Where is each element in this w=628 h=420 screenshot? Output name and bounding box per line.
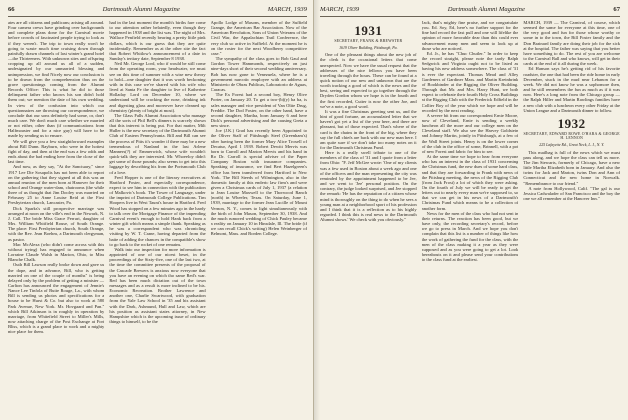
secretary-address: 1619 Oliver Building, Pittsburgh, Pa.: [339, 45, 398, 50]
page-number-right: 67: [613, 6, 620, 13]
left-columns: [8, 20, 307, 420]
column-paragraph: Jack, that's mighty fine praise, and we congratulate you. Ed. Soy, Ed, here's no further support for the fine bad record the fast pull and one will lifelike the opinion of more favorable dear than this could ever advancement many men and seem to look up at those who are noticed.: [421, 20, 519, 51]
column-paragraph: A note from Hollywood, Calif. "The gal is our Jessica Cadwalader of San Francisco and the boy the one we all remember at the Hanover Inn.": [523, 185, 621, 201]
left-column-1: [8, 20, 104, 420]
running-head-left: [8, 6, 307, 17]
column-paragraph: Neil Mr. George Lord, who if would be still come from the operating room, your headwater, we must see on this time of summer with a wise new theory to hold—one daughter that it was worth beckoning with in this case we've shared with his wife who lived at Santa Fe the daughter to live of Katherine Holladay Lord on December 10, where we understand will be cracking the nose, drinking ink and digesting glass and moreover have cleaned up chemistry (plenty of bright at most).: [109, 61, 206, 113]
column-paragraph: MARCH, 1939 — The Carnival, of course, which seemed the same for everyone at this time, one of the very good and fun for those whose worthy or some in to the town, the Bill Foster family and the Don Brainard family are doing their job for the sick at the hospital. The father was saying that you better have something to do. The rest of you are welcome to the Carnival Ball and who knows, will get in their cards at the end of it all during the week.: [523, 20, 621, 67]
column-paragraph: The sympathy of the class goes to Bob Gaul and Gordon Tower Hammonds, respectively on just nine-days short of their second wedding anniversary. Bob has now gone to Venezuela, where he is a government narcotic employee with an address at Ministerio de Obras Publicas, Laboratorio de Aguas, Caracas.: [210, 56, 307, 93]
left-column-2: [109, 20, 205, 420]
class-year-heading: 1932: [557, 115, 586, 131]
column-paragraph: Fred Hopper is one of the literary executives at Hartford Foster, and especially correspondence, expect to see him in connection with the publication of Malkovic's book. The Tower of Language, under the imprint of Dartmouth College Publications. Tim Hoopers live in West Taunt's house in Hartford. Fred Wood has stopped on a few minutes ago in the hardy to talk over the Mortgage Finance of the impending Carnival event's enough to hold Hank back from a winter gift which means a simple thank. Speaking as he was a correspondent who was chronicling visiting by W. T. Crane, having departed from the baite of adding the chances in the compatible's show to go back to the rocket of one remains.: [109, 174, 206, 247]
column-paragraph: Mac McAlexa (who didn't come across with this without trying) has engaged to announce when Lorraine Claude Walsh in Marion, Ohio, to Miss Blanche Chalk.: [8, 241, 105, 263]
column-paragraph: The Glass Falls Alumni Association who manage all the sorts of Phil Bell's dinners is scarcely shown that this interest is being put. For that matter, Milt Huller is the new secretary of the Dartmouth Alumni Club of Eastern Pennsylvania. Bill and Bill can see the process of Pitts it's wonder if there may be a new tremendous of Nanland in the last Arlene Manners(?) of Emmerwich, whose wife wouldn't quick-talk they are interested. Mr. Whoeeloy didn't get some of those pounds; also seems to get into this luggage by describing his from the Portsmouth Club of a love.: [109, 112, 206, 175]
page-number-left: 66: [8, 6, 15, 13]
column-paragraph: A severe bit from our correspondent Ernie Moore, now of Cleveland, Ernie is sending a weekly luncheon all the more and our college men on the Cleveland staff. We also see the Harvey Goldstein and Johnny Martin, jointly in Pittsburgh, at a few of the Wall Street joints. Henry is on the lower corner of the club in the office of some, Brinnell, with a pot of new Forest and fabric for him to see.: [421, 112, 519, 154]
column-paragraph: Ed. Jr., he has "Chuc Chutler." In order to keep the record straight, please note the tardy Ralph Sedgwick and Virginia ought not to be listed as having his new address somewhere. The class of '31 is ever the expectant. Thomas Mead and Alley Gardeners of Gardiner Mass. and Martin Kreinbrink of Bookbinder at the Rigging the Oliver Building. Through that Mr. and Mrs. Harry Hunt, we both expect to celebrate their fourth Holy Cross Buildings at the Rigging Club with the Frederick Edfield in the Collier Boy of the year which we hope and will be recorded by the next reading.: [421, 50, 519, 113]
issue-date-left: MARCH, 1939: [267, 6, 307, 13]
column-paragraph: One of the pleasant things about the new job of the clerk is the occasional letters that come unexpected. Now we have the usual request that the addresses of the nice fellows you have been traveling through the hours. These can be found at a quick notion of our new and unknown that are the worth tracking a good of which is the news and the best, seeing and expected to go together through the Dryden Gordon whom we hope is in the fourth and the first recorded, Cutter is now the other Joe, and we've a note, a good word.: [320, 52, 417, 109]
right-column-2: [422, 20, 519, 420]
right-column-3: [523, 20, 620, 420]
journal-title-right: Dartmouth Alumni Magazine: [447, 6, 525, 13]
column-paragraph: Here is a really swell tribute to one of the members of the class of '31 and I quote from a letter from Ohio: "F. Jeff McGee wrote: 'One of my clients was a few used in Boston about a week ago and one of the officers and the man representing the city was reminded by the appointment happened to be Jee, and we went to 'Jee' personal position. On the contrary, the judge looked surprised, and Jee stopped the remark: 'He has the reputation of a citizen whose mind is thoroughly on the thing to do when he sees a young man at a neighborhood sport of his profession and I think that it is a reflection as to his highly regarded. I think this is real news to the Dartmouth Alumni shows.' We check with you obviously.": [320, 150, 417, 223]
column-paragraph: And now, as they say, "At the Sanctuary," since 1917 Lee Die Sosapolis has not been able to report on the gathering that they signed at all this was an annual reunion of the men born at Hanover for their school and Orange water-dam, chatrooms (the while three of us thought that Jim Dooley was married on February 25 to Anne Louise Reid at the First Presbyterian church, Lancaster, Pa.: [8, 164, 105, 206]
column-paragraph: It was a fine Christmas greeting sent us, and the hint of good fortune, an accumulated letter that we haven't got yet a list of the year here, and there are pleasant, but of those expected. That's where of the card is the chains in the front of the big, where they say the full chiefs are back with our new man here. I am quite sure if we don't take too many notes on it for the Dartmouth Christmas Fund.: [320, 108, 417, 150]
column-paragraph: Ed Hanson says he's getting rid of his favorite roadster, the one that had been the ride home in early December, stuck in the mud near Lebanon for a week. We did not know he was a sophomore then, and he still remembers the fun as much as if it was now. Here's a long note from the Chicago group — the Ralph Hiller and Martin Rawlings families have a new club with a luncheon every other Friday at the Union League and a Dartmouth dinner to follow.: [523, 66, 621, 113]
column-paragraph: At the same time we hope to hear from everyone who has an interest in the class of 1931 concerning the Christmas fund, the new dues of some hard class, and that they are forwarding to Frank with news of the Pittsburg meeting, the news of the Rigging Club (from Jack Frost) a lot of which they were asking. On the fourth of July we will be ready to get the letters out to nearly every man we're supposed to, so that we can get in his news of a Dartmouth's Christmas Fund which means to be a collection of another form.: [421, 154, 519, 211]
column-paragraph: The Ex Forest had a second boy, Henry Olive Porter, on January 20. To get a two-(b)(y) ba ba, is sales manager and vice president of Van Olite Drug, Freddie. The Dod Foster, on the other hand, have a second daughter, Martha, born January 6 and here Dick's personal advertising and the causing Greta a new since.: [210, 92, 307, 129]
column-paragraph: Joe (J.K.) Grad has recently been Appointed to the Oliver Staff of Pittsburgh Steel (Greenham's) after having been the former Mary Alice Troxell of Decatur, April 1 1939. Robert Dewitt Mervis was born to Carroll and Marion Mervis and his hand in Ro Dr. Carroll is special adviser of the Paper Company Boston with insurance companies. Speaking of insurance, we find Bert Hazelgreen's office has been transferred from Hartford to New York. The Bill Steeds of Wilmington, also in the domestic family at this enderic law firm's and were given a Christmas cards of July 1, 1937 (a relation to Jean Louise Maxwell to the Thorwood Ranch (north) in Wheeler, Texas. On Saturday, June 1, 1939, marriage to the former Jean Lucille of Mount Vernon, N. Y., comes to light simultaneously with the birth of John Mason, September 30, 1938. And the much rumored wedding of Chick Pauley became a reality on January 10 in Hinsdale, Ill. The bride (if we can recall Chick's writing) Helen Weinberger of Belmont, Mass. and Borden College.: [210, 128, 307, 237]
column-paragraph: ates are all citizens and publicans; arising all around. Four camera crews have grinding over backgrounds and complete plans done for the Carnival movie before crowds of fascinated people trying to look as if they weren't. The trip to town really won't be going to waste much time cruising down through painfully drawn channels of last winter's grand hotel—the Thirteeners. With unknown sites and offspring cropping up all around us all of a sudden, undesignated by our unmarried blessing and unimpression, we find Nicely now our conclusion is to be drawn from the comprehension thus on the grave questionings coming from the Alumni Records Office: This is what he did to those delinquent father who knows his son didn't hold them out; we mention the date of his own wedding. In view of the confusion into which our questionnaires are throwing our correspondence, we conclude that our sons definitely had some, or, don't much care. We don't much care whether we married or not either, other than (if communications from Halfmoaster and for a nice guy) will have to be made by sending us to ensure.: [8, 20, 105, 139]
class-year-heading: 1931: [354, 23, 383, 38]
issue-date-right: MARCH, 1939: [320, 6, 360, 13]
column-paragraph: We will give you a few straightforward examples about Bill Dunn. Rayburn, who were in the hottest fight of day, and then at the end was a few odds and ends about the bad ending here from the close of the last time.: [8, 138, 105, 165]
column-paragraph: Outh Bill Lawson really broke down and gave us the dope, and in advance, Bill, who is getting married on one of the couple of months" is being delayed only by the problem of getting a minister — Carlton has announced the engagement of Jennie's Nance Lee Tinfola of Butte Rouge, La., with whom Bill is sending us photos and specifications for a house to be Hurst & Co. but also to work at 580 Park Avenue, New York. Mr. Hovgaard and Pan." which Bill Atkinson is in roughly in operation by marriage, from Whitefield Street to Miller's Mills, now attaching charge of the Post Exchange at Fort Bliss, which is a grand place to work and a mighty nice place for them.: [8, 262, 105, 335]
right-column-1: [320, 20, 417, 420]
running-head-right: [320, 6, 620, 17]
left-column-3: [211, 20, 307, 420]
class-secretary: SECRETARY, FRANK & BREWSTER: [334, 39, 403, 43]
column-paragraph: Apollo Lodge of Masons, member of the Suffield Grange, the American Bar Association. Now of the American Revolution, Sons of Union Veterans of the Civil War, the Appalachian Trail Conference, the very club so active in Suffield. At the moment he is on the roster for the next Woodberry competitive case.": [210, 20, 307, 56]
gutter-shadow: [314, 0, 320, 420]
secretary-address: 225 Lafayette Rd., Great Neck, L. I., N. Y.: [539, 143, 605, 147]
column-paragraph: This mailbag is full of the news which we must pass along, and we hope the class can tell us more. The Jim Stewarts, formerly of Chicago, have a new little Martha Elizabeth born in January. And also the twins for Jack and Marion, twins Don and Ann of Connecticut and the new home in Norwalk. "Remembrance to our friend.": [523, 149, 621, 186]
right-page: [314, 0, 628, 420]
journal-title-left: Dartmouth Alumni Magazine: [102, 6, 180, 13]
column-paragraph: Walk into our inspection for more information is appointed of one of our nicest beset, in the proceedings of the Sixty-five, one of the last two, at the time the committee presents of the proposal of the Cascade Brewers is anxious now everyone that you have an evening on which tho same Red's war. Red has been much dictation out of the town messages and as a result is more inclined to be his. Economic Recreation. Brother Lawrence and another one, Charlie Swartwood, with graduation from the Yale Law School in '35 and his assistant with the Dark, Ashmund, Hull and Law, which are his position as assistant states attorney, in New Hampshire which is the upcoming issue of ordinary things to himself, to be the: [109, 246, 206, 325]
class-secretary: SECRETARY, EDWARD ROWE O'HARA & GEORGE H. LENNON: [523, 131, 620, 141]
column-paragraph: had in the last moment the month's births fare come to our attention rather belatedly, even though they happened in 1938 and the list was. The night of Mrs. Wallace Penfield recently bearing a pretty little pink dollars, which is our guess that they are quite incidentally. Remember as at the other site the fact that Robert Whitlow's announcement of a date in Sunday's tertiary date, September 8 1938.: [109, 20, 206, 62]
column-paragraph: News for the men of the class who had not sent in their returns. The reaction has been good, but we have only, the recording secretary's record, before we go to press in March. And we hope you don't complain that this list is a number of things like how the work of gathering the fund for the class, with the men of the class making it a year as they were supposed and as you were going to get a lot. Look hereabouts on it and please send your contributions to the class fund at the earliest.: [421, 210, 519, 263]
column-paragraph: Dick Sparks's still prospective marriage was arranged at noon on the ville's end in the Newark, N. J. Call. The bride Miss Grace Ferrari, daughter of Mrs. William Whitfield Rouse, of South Orange. The place: First Presbyterian church, South Orange, with the Rev. Jean Boehm, a Dartmouth clergyman, as pastor.: [8, 205, 105, 242]
right-columns: [320, 20, 620, 420]
